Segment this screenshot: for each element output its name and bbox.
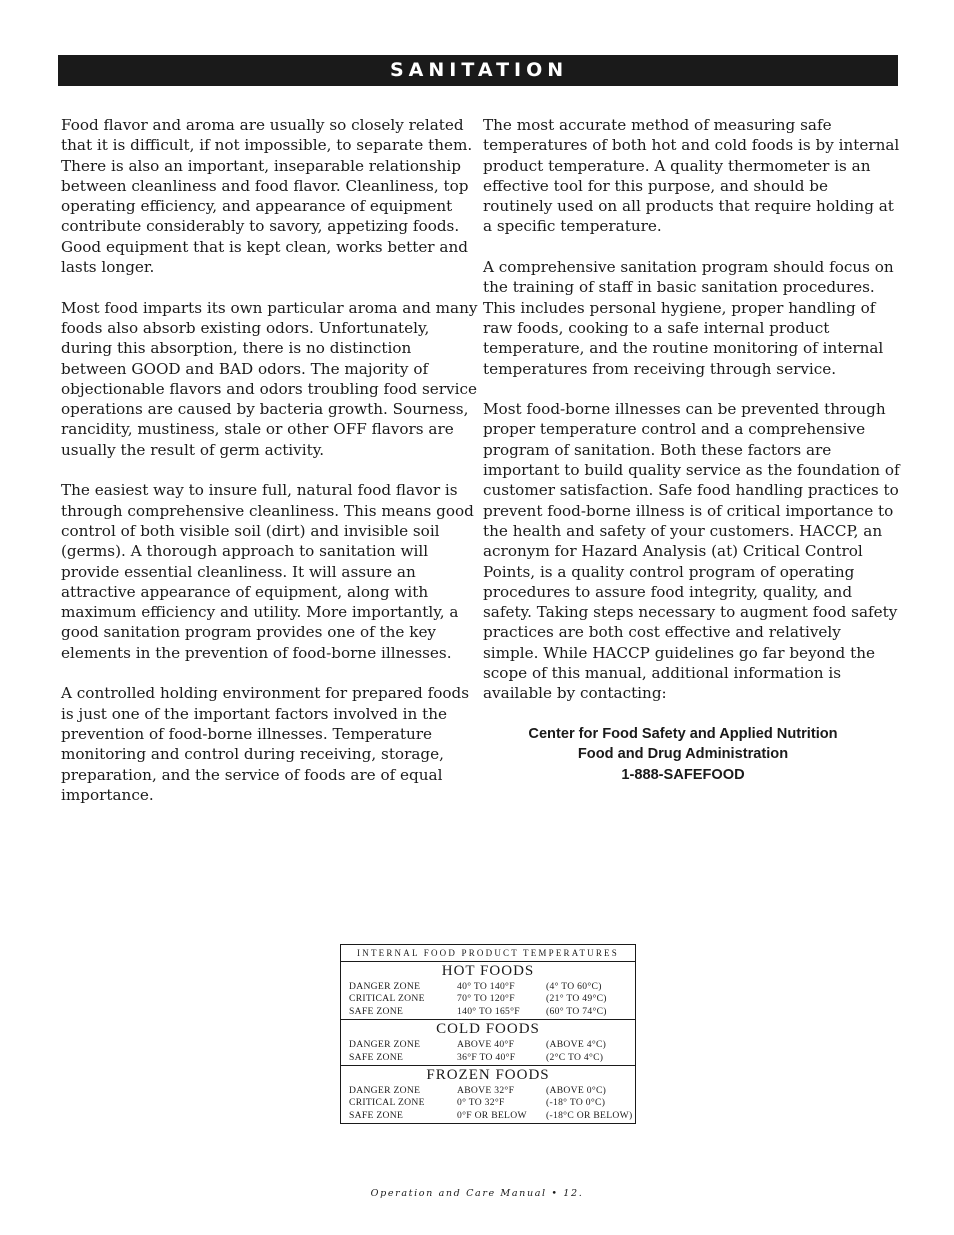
table-row [341, 1052, 635, 1064]
celsius-range: (2°C TO 4°C) [546, 1051, 604, 1063]
fahrenheit-range: ABOVE 40°F [457, 1039, 515, 1051]
cold-foods-section [341, 1019, 635, 1065]
zone-label: SAFE ZONE [349, 1005, 404, 1017]
hot-foods-section [341, 962, 635, 1019]
paragraph: The most accurate method of measuring safe temperatures of both hot and cold foods is by internal product temperature. A quality thermometer is an effective tool for this purpose, and should be routinely used on all products that require holding at a specific temperature. [483, 116, 900, 236]
zone-label: SAFE ZONE [349, 1051, 404, 1063]
contact-agency: Food and Drug Administration [577, 746, 789, 763]
page-footer: Operation and Care Manual • 12. [370, 1188, 584, 1199]
zone-label: DANGER ZONE [349, 981, 421, 992]
celsius-range: (ABOVE 4°C) [546, 1039, 607, 1051]
hot-foods-title: HOT FOODS [441, 963, 535, 979]
celsius-range: (60° TO 74°C) [546, 1005, 607, 1017]
zone-label: DANGER ZONE [349, 1039, 421, 1051]
table-row [341, 1039, 635, 1051]
zone-label: SAFE ZONE [349, 1109, 404, 1121]
zone-label: CRITICAL ZONE [349, 1097, 425, 1109]
fahrenheit-range: 0° TO 32°F [457, 1097, 505, 1109]
contact-phone: 1-888-SAFEFOOD [621, 766, 745, 783]
paragraph: Most food-borne illnesses can be prevented through proper temperature control and a comprehensive program of sanitation. Both these factors are important to build quality service as the foundation of customer satisfaction. Safe food handling practices to prevent food-borne illness is of critical importance to the health and safety of your customers. HACCP, an acronym for Hazard Analysis (at) Critical Control Points, is a quality control program of operating procedures to assure food integrity, quality, and safety. Taking steps necessary to augment food safety practices are both cost effective and relatively simple. While HACCP guidelines go far beyond the scope of this manual, additional information is available by contacting: [483, 400, 900, 703]
table-row [341, 993, 635, 1005]
celsius-range: (-18°C OR BELOW) [546, 1109, 633, 1121]
celsius-range: (4° TO 60°C) [546, 981, 602, 992]
cold-foods-title: COLD FOODS [436, 1021, 540, 1038]
paragraph: Most food imparts its own particular aroma and many foods also absorb existing odors. Unfortunately, during this absorption, there is no distinction between GOOD and BAD odors. The majority of objectionable flavors and odors troubling food service operations are caused by bacteria growth. Sourness, rancidity, mustiness, stale or other OFF flavors are usually the result of germ activity. [61, 298, 478, 459]
table-row [341, 1006, 635, 1018]
frozen-foods-section [341, 1065, 635, 1123]
zone-label: CRITICAL ZONE [349, 993, 425, 1005]
paragraph: The easiest way to insure full, natural food flavor is through comprehensive cleanliness. This means good control of both visible soil (dirt) and invisible soil (germs). A thorough approach to sanitation will provide essential cleanliness. It will assure an attractive appearance of equipment, along with maximum efficiency and utility. More importantly, a good sanitation program provides one of the key elements in the prevention of food-borne illnesses. [61, 481, 474, 662]
table-row [341, 1110, 635, 1122]
section-title: SANITATION [390, 59, 569, 81]
contact-block [483, 724, 883, 785]
fahrenheit-range: 0°F OR BELOW [457, 1109, 527, 1121]
right-column [483, 115, 901, 785]
frozen-foods-title: FROZEN FOODS [426, 1067, 550, 1084]
zone-label: DANGER ZONE [349, 1085, 421, 1097]
celsius-range: (21° TO 49°C) [546, 993, 607, 1005]
fahrenheit-range: 40° TO 140°F [457, 981, 515, 992]
celsius-range: (-18° TO 0°C) [546, 1097, 606, 1109]
temperature-table [340, 944, 636, 1124]
left-column [61, 115, 479, 825]
fahrenheit-range: 70° TO 120°F [457, 993, 515, 1005]
section-header [58, 55, 898, 86]
paragraph: A comprehensive sanitation program should focus on the training of staff in basic sanitation procedures. This includes personal hygiene, proper handling of raw foods, cooking to a safe internal product temperature, and the routine monitoring of internal temperatures from receiving through service. [483, 258, 894, 378]
fahrenheit-range: ABOVE 32°F [457, 1085, 515, 1097]
table-row [341, 1085, 635, 1097]
contact-organization: Center for Food Safety and Applied Nutrition [528, 725, 838, 742]
table-row [341, 1097, 635, 1109]
table-title: INTERNAL FOOD PRODUCT TEMPERATURES [341, 945, 635, 962]
paragraph: Food flavor and aroma are usually so closely related that it is difficult, if not impossible, to separate them. There is also an important, inseparable relationship between cleanliness and food flavor. Cleanliness, top operating efficiency, and appearance of equipment contribute considerably to savory, appetizing foods. Good equipment that is kept clean, works better and lasts longer. [61, 116, 473, 277]
paragraph: A controlled holding environment for prepared foods is just one of the important factors involved in the prevention of food-borne illnesses. Temperature monitoring and control during receiving, storage, preparation, and the service of foods are of equal importance. [61, 684, 469, 804]
table-row [341, 981, 635, 993]
fahrenheit-range: 36°F TO 40°F [457, 1051, 516, 1063]
fahrenheit-range: 140° TO 165°F [457, 1005, 520, 1017]
celsius-range: (ABOVE 0°C) [546, 1085, 607, 1097]
